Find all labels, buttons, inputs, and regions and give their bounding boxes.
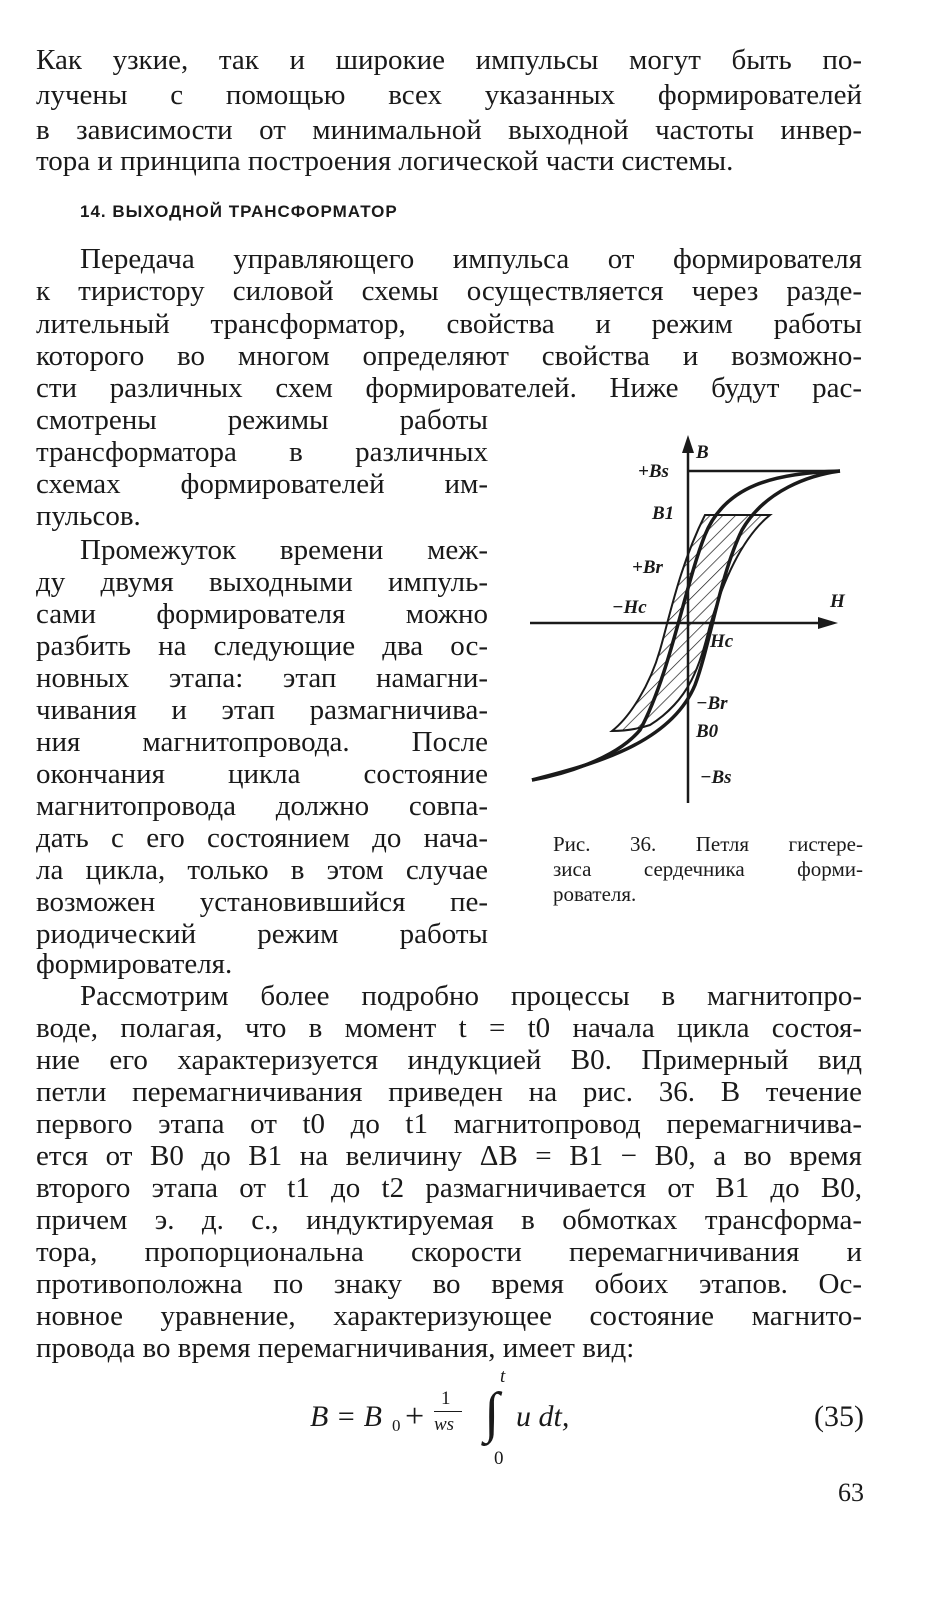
- formula-lhs: B = B: [310, 1400, 382, 1433]
- para3-line: ние его характеризуется индукцией B0. Примерный вид: [36, 1044, 862, 1076]
- para3-line: ется от B0 до B1 на величину ΔB = B1 − B0, а во время: [36, 1140, 862, 1172]
- equation-number: (35): [814, 1400, 864, 1433]
- para2-line: дать с его состоянием до нача-: [36, 822, 488, 854]
- formula-integral-lower-limit: 0: [494, 1448, 504, 1469]
- para1-line: смотрены режимы работы: [36, 404, 488, 436]
- intro-line: лучены с помощью всех указанных формирователей: [36, 79, 862, 111]
- para3-line: причем э. д. с., индуктируемая в обмотках трансформа-: [36, 1204, 862, 1236]
- para1-line: трансформатора в различных: [36, 436, 488, 468]
- para1-line: которого во многом определяют свойства и возможно-: [36, 340, 862, 372]
- para3-line: петли перемагничивания приведен на рис. 36. В течение: [36, 1076, 862, 1108]
- para3-line: новное уравнение, характеризующее состояние магнито-: [36, 1300, 862, 1332]
- label-b1: B1: [652, 503, 675, 524]
- label-h: H: [830, 591, 845, 612]
- para3-line: Рассмотрим более подробно процессы в магнитопро-: [80, 980, 862, 1012]
- para1-line: лительный трансформатор, свойства и режим работы: [36, 308, 862, 340]
- label-minus-hc: −Hc: [612, 597, 647, 618]
- label-hc: Hc: [710, 631, 734, 652]
- para2-line: формирователя.: [36, 948, 233, 980]
- label-minus-br: −Br: [696, 693, 728, 714]
- hysteresis-figure: [520, 425, 880, 825]
- intro-line: в зависимости от минимальной выходной частоты инвер-: [36, 114, 862, 146]
- label-b0: B0: [696, 721, 719, 742]
- figure-caption-line: Рис. 36. Петля гистере-: [553, 832, 863, 856]
- para1-line: пульсов.: [36, 500, 141, 532]
- para1-line: схемах формирователей им-: [36, 468, 488, 500]
- para2-line: Промежуток времени меж-: [80, 534, 488, 566]
- formula-integral-upper-limit: t: [500, 1366, 506, 1387]
- formula-fraction-bar: [434, 1411, 462, 1412]
- intro-line: Как узкие, так и широкие импульсы могут быть по-: [36, 44, 862, 76]
- formula-integrand: u dt,: [516, 1400, 570, 1433]
- para1-line: Передача управляющего импульса от формирователя: [80, 243, 862, 275]
- para3-line: второго этапа от t1 до t2 размагничивается от B1 до B0,: [36, 1172, 862, 1204]
- formula-plus: +: [405, 1398, 425, 1435]
- b-axis-arrow: [682, 435, 694, 453]
- para2-line: разбить на следующие два ос-: [36, 630, 488, 662]
- intro-line: тора и принципа построения логической части системы.: [36, 145, 734, 177]
- para3-line: провода во время перемагничивания, имеет вид:: [36, 1332, 635, 1364]
- figure-caption-line: рователя.: [553, 882, 637, 906]
- para2-line: ду двумя выходными импуль-: [36, 566, 488, 598]
- para1-line: сти различных схем формирователей. Ниже будут рас-: [36, 372, 862, 404]
- formula-fraction-numerator: 1: [441, 1388, 451, 1409]
- section-heading: 14. ВЫХОДНОЙ ТРАНСФОРМАТОР: [80, 202, 398, 221]
- h-axis-arrow: [818, 617, 838, 629]
- para2-line: новных этапа: этап намагни-: [36, 662, 488, 694]
- formula-fraction-denominator: ws: [434, 1414, 455, 1435]
- para2-line: возможен установившийся пе-: [36, 886, 488, 918]
- para2-line: ла цикла, только в этом случае: [36, 854, 488, 886]
- label-plus-bs: +Bs: [638, 461, 669, 482]
- para2-line: окончания цикла состояние: [36, 758, 488, 790]
- para2-line: чивания и этап размагничива-: [36, 694, 488, 726]
- para3-line: первого этапа от t0 до t1 магнитопровод перемагничива-: [36, 1108, 862, 1140]
- para2-line: сами формирователя можно: [36, 598, 488, 630]
- para2-line: магнитопровода должно совпа-: [36, 790, 488, 822]
- label-minus-bs: −Bs: [700, 767, 732, 788]
- equation-35: [310, 1366, 870, 1469]
- para2-line: риодический режим работы: [36, 918, 488, 950]
- para3-line: противоположна по знаку во время обоих этапов. Ос-: [36, 1268, 862, 1300]
- para2-line: ния магнитопровода. После: [36, 726, 488, 758]
- figure-caption-line: зиса сердечника форми-: [553, 857, 863, 881]
- hysteresis-loop-diagram: [520, 425, 880, 825]
- para1-line: к тиристору силовой схемы осуществляется через разде-: [36, 275, 862, 307]
- formula-lhs-subscript: 0: [392, 1416, 401, 1435]
- para3-line: тора, пропорциональна скорости перемагничивания и: [36, 1236, 862, 1268]
- formula-integral-sign: ∫: [484, 1382, 500, 1444]
- page-number: 63: [838, 1478, 864, 1507]
- label-b: B: [696, 442, 709, 463]
- label-plus-br: +Br: [632, 557, 663, 578]
- para3-line: воде, полагая, что в момент t = t0 начала цикла состоя-: [36, 1012, 862, 1044]
